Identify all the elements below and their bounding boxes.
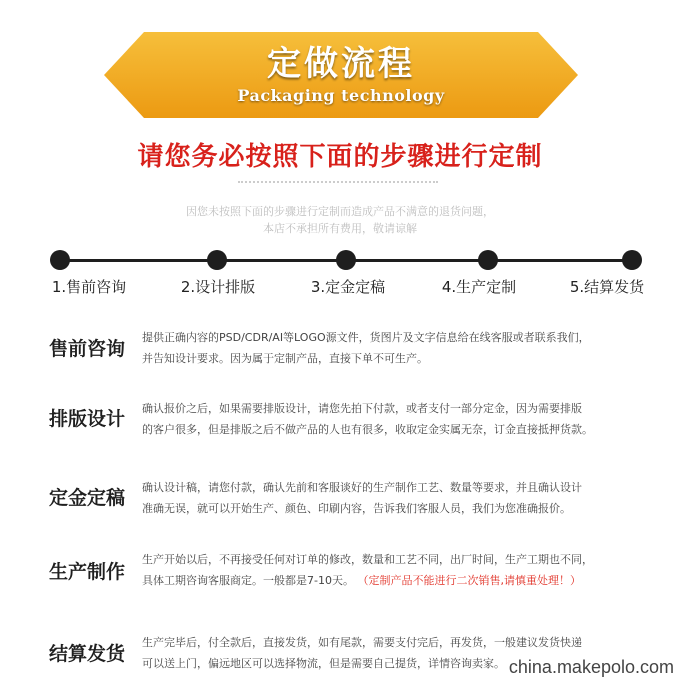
timeline-dot-1 xyxy=(50,250,70,270)
timeline-dot-3 xyxy=(336,250,356,270)
step-label-3: 3.定金定稿 xyxy=(310,278,386,296)
section-body-deposit xyxy=(142,477,642,519)
section-line: 准确无误，就可以开始生产、颜色、印刷内容，告诉我们客服人员，我们为您准确报价。 xyxy=(142,502,571,515)
section-line-with-warning xyxy=(142,570,642,591)
section-body-consult xyxy=(142,327,642,369)
site-watermark: china.makepolo.com xyxy=(508,657,674,677)
notice-text xyxy=(0,203,680,237)
section-body-design xyxy=(142,398,642,440)
section-line: 确认设计稿，请您付款，确认先前和客服谈好的生产制作工艺、数量等要求，并且确认设计 xyxy=(142,481,582,494)
timeline-dot-2 xyxy=(207,250,227,270)
dotted-divider xyxy=(238,181,438,183)
headline: 请您务必按照下面的步骤进行定制 xyxy=(137,142,543,172)
section-line: 确认报价之后，如果需要排版设计，请您先拍下付款，或者支付一部分定金，因为需要排版 xyxy=(142,402,582,415)
section-title-design: 排版设计 xyxy=(49,408,126,430)
section-line: 并告知设计要求。因为属于定制产品，直接下单不可生产。 xyxy=(142,352,428,365)
notice-line-1: 因您未按照下面的步骤进行定制而造成产品不满意的退货问题， xyxy=(186,205,494,218)
section-line: 生产完毕后，付全款后，直接发货，如有尾款，需要支付完后，再发货，一般建议发货快递 xyxy=(142,636,582,649)
section-title-production: 生产制作 xyxy=(49,561,126,583)
section-body-production xyxy=(142,549,642,591)
banner-subtitle: Packaging technology xyxy=(237,86,445,105)
notice-line-2: 本店不承担所有费用，敬请谅解 xyxy=(263,222,417,235)
section-title-deposit: 定金定稿 xyxy=(49,487,126,509)
section-line: 可以送上门，偏远地区可以选择物流，但是需要自己提货，详情咨询卖家。 xyxy=(142,657,505,670)
timeline-dot-4 xyxy=(478,250,498,270)
warning-text: （定制产品不能进行二次销售,请慎重处理！） xyxy=(357,574,581,587)
section-line: 生产开始以后，不再接受任何对订单的修改，数量和工艺不同，出厂时间，生产工期也不同， xyxy=(142,553,593,566)
step-label-5: 5.结算发货 xyxy=(569,278,645,296)
section-title-consult: 售前咨询 xyxy=(49,338,126,360)
section-line-text: 具体工期咨询客服商定。一般都是7-10天。 xyxy=(142,574,354,587)
section-line: 提供正确内容的PSD/CDR/AI等LOGO源文件，货图片及文字信息给在线客服或者联系我们， xyxy=(142,331,590,344)
section-line: 的客户很多，但是排版之后不做产品的人也有很多，收取定金实属无奈，订金直接抵押货款。 xyxy=(142,423,593,436)
step-label-2: 2.设计排版 xyxy=(180,278,256,296)
step-label-4: 4.生产定制 xyxy=(441,278,517,296)
step-label-1: 1.售前咨询 xyxy=(51,278,127,296)
section-title-shipping: 结算发货 xyxy=(49,643,126,665)
timeline-dot-5 xyxy=(622,250,642,270)
banner-title: 定做流程 xyxy=(267,44,415,84)
